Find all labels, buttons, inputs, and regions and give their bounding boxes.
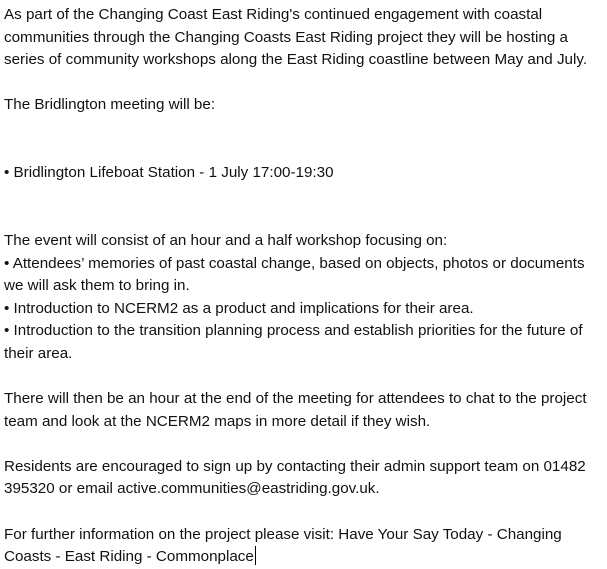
event-intro: The event will consist of an hour and a half workshop focusing on:: [4, 231, 448, 249]
meeting-detail: • Bridlington Lifeboat Station - 1 July 17:00-19:30: [4, 164, 334, 182]
intro-paragraph: As part of the Changing Coast East Riding's continued engagement with coastal communities through the Changing Coasts East Riding project they will be hosting a series of community workshops along the East Riding coastline between May and July.: [4, 6, 588, 69]
bullet-item: • Introduction to the transition planning process and establish priorities for the future of their area.: [4, 322, 583, 362]
blank-line: [4, 185, 605, 230]
bullet-item: • Attendees’ memories of past coastal change, based on objects, photos or documents we will ask them to bring in.: [4, 254, 585, 295]
blank-line: [4, 501, 605, 524]
bullet-item: • Introduction to NCERM2 as a product and implications for their area.: [4, 299, 474, 317]
blank-line: [4, 366, 605, 389]
further-info-paragraph: [4, 524, 605, 569]
signup-paragraph: Residents are encouraged to sign up by contacting their admin support team on 01482 395320 or email active.communities@eastriding.gov.uk.: [4, 457, 586, 498]
blank-line: [4, 72, 605, 95]
meeting-heading: The Bridlington meeting will be:: [4, 96, 216, 114]
text-cursor: [255, 546, 256, 565]
blank-line: [4, 117, 605, 162]
further-info-text: For further information on the project please visit: Have Your Say Today - Changing Coasts - East Riding - Commonplace: [4, 525, 562, 566]
after-meeting-paragraph: There will then be an hour at the end of the meeting for attendees to chat to the project team and look at the NCERM2 maps in more detail if they wish.: [4, 390, 587, 430]
blank-line: [4, 433, 605, 456]
document-body[interactable]: [4, 4, 605, 569]
